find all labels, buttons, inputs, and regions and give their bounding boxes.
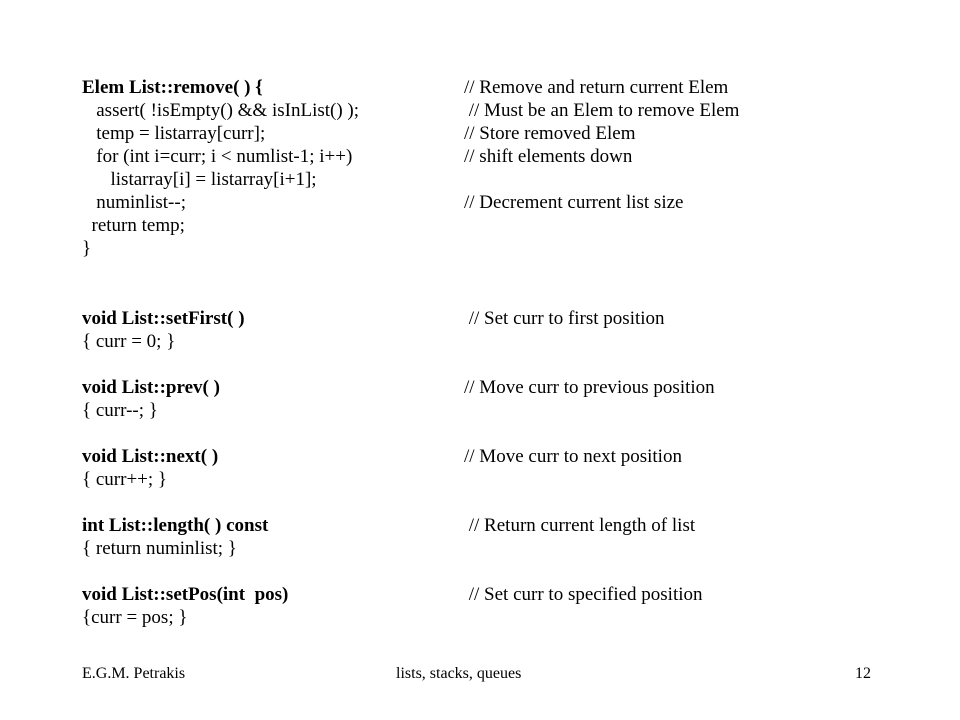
code-comment: // Must be an Elem to remove Elem <box>464 100 740 121</box>
code-line: } <box>82 238 92 259</box>
code-line: return temp; <box>82 215 185 236</box>
code-comment: // Return current length of list <box>464 515 696 536</box>
code-line: void List::setFirst( ) <box>82 308 245 329</box>
code-line: { curr--; } <box>82 400 158 421</box>
footer-page-number: 12 <box>855 665 871 682</box>
code-line: int List::length( ) const <box>82 515 269 536</box>
code-line: listarray[i] = listarray[i+1]; <box>82 169 317 190</box>
code-comment: // Set curr to first position <box>464 308 665 329</box>
code-line: {curr = pos; } <box>82 607 188 628</box>
code-line: assert( !isEmpty() && isInList() ); <box>82 100 360 121</box>
code-comment: // Remove and return current Elem <box>464 77 729 98</box>
code-comment: // Set curr to specified position <box>464 584 703 605</box>
code-line: for (int i=curr; i < numlist-1; i++) <box>82 146 353 167</box>
code-line: Elem List::remove( ) { <box>82 77 263 98</box>
footer-author: E.G.M. Petrakis <box>82 665 186 682</box>
code-line: numinlist--; <box>82 192 186 213</box>
code-comment: // Decrement current list size <box>464 192 684 213</box>
code-line: { return numinlist; } <box>82 538 237 559</box>
code-comment: // Move curr to next position <box>464 446 682 467</box>
footer-title: lists, stacks, queues <box>396 665 522 682</box>
code-comment: // Store removed Elem <box>464 123 636 144</box>
code-line: { curr++; } <box>82 469 168 490</box>
code-line: { curr = 0; } <box>82 331 176 352</box>
code-comment: // Move curr to previous position <box>464 377 715 398</box>
code-line: void List::setPos(int pos) <box>82 584 289 605</box>
code-line: void List::next( ) <box>82 446 219 467</box>
code-comment: // shift elements down <box>464 146 633 167</box>
code-line: temp = listarray[curr]; <box>82 123 266 144</box>
code-line: void List::prev( ) <box>82 377 220 398</box>
